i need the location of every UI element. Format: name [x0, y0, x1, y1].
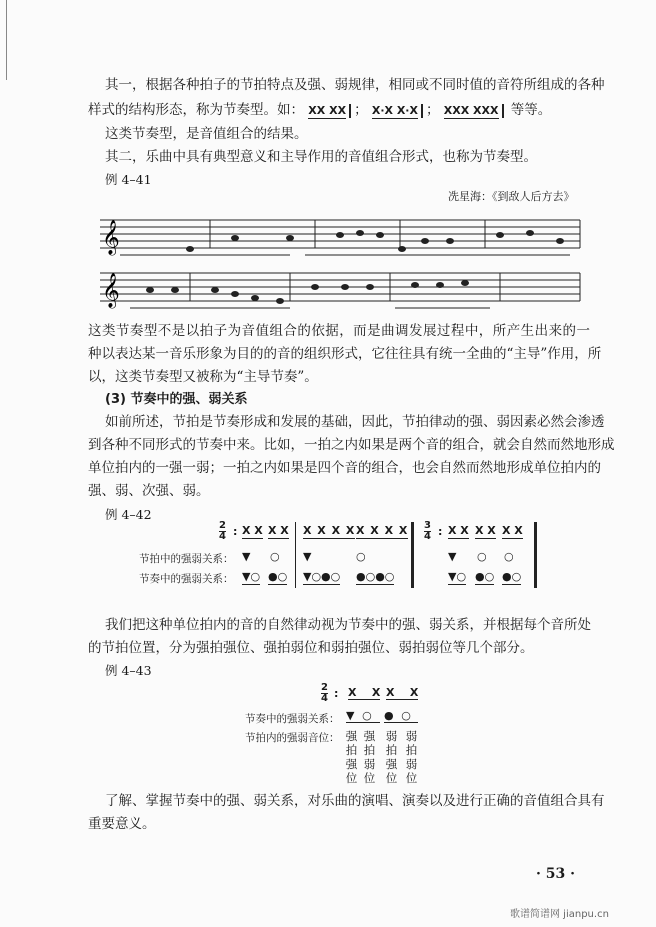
- paragraph-line: 种以表达某一音乐形象为目的的音的组织形式，它往往具有统一全曲的“主导”作用，所: [88, 346, 602, 362]
- text: 样式的结构形态，称为节奏型。如：: [88, 102, 304, 118]
- music-staff-notation: [90, 205, 590, 315]
- row-label: 节拍内的强弱音位：: [245, 732, 340, 744]
- mark-pair: ● ○: [384, 709, 418, 723]
- note-group: X X: [242, 524, 263, 537]
- paragraph-line: 以，这类节奏型又被称为“主导节奏”。: [88, 369, 318, 385]
- note-pair: X X: [386, 686, 419, 699]
- paragraph-line: 到各种不同形式的节奏中来。比如，一拍之内如果是两个音的组合，就会自然而然地形成: [88, 437, 615, 453]
- paragraph-line: 我们把这种单位拍内的音的自然律动视为节奏中的强、弱关系，并根据每个音所处: [105, 617, 591, 633]
- document-page: 其一，根据各种拍子的节拍特点及强、弱规律，相同或不同时值的音符所组成的各种 样式的结构形态，称为节奏型。如： XX XX ； X·X X·X ； XXX XXX 等等。 这类节奏型，是音值组合的结果。 其二，乐曲中具有典型意义和主导作用的音值组合形式，也称为节奏型。 例 4–41 冼星海：《到敌人后方去》 𝄞 𝄞 这类节奏型不是以拍子为音值组合的依据，而是曲调发展过程中，所产生出来的一 种以表达某一音乐形象为目的的音的组织形式，它往往具有统一全曲的“主导”作用，所 以，这类节奏型又被称为“主导节奏”。 (3) 节奏中的强、弱关系 如前所述，节拍是节奏形成和发展的基础，因此，节拍律动的强、弱因素必然会渗透 到各种不同形式的节奏中来。比如，一拍之内如果是两个音的组合，就会自然而然地形成 单位拍内的一强一弱；一拍之内如果是四个音的组合，也会自然而然地形成单位拍内的 强、弱、次强、弱。 例 4–42 $\frac{2}{4}$ : X X X X X X X X X X X X $\frac{3}{4}$ : X X X X X X 节拍中的强弱关系： ▼ ○ ▼ ○ ▼ ○ ○ 节奏中的强弱关系： ▼○ ●○ ▼○●○ ●○●○ ▼○ ●○ ●○ 我们把这种单位拍内的音的自然律动视为节奏中的强、弱关系，并根据每个音所处 的节拍位置，分为强拍强位、强拍弱位和弱拍强位、弱拍弱位等几个部分。 例 4–43 $\frac{2}{4}$ : X X X X 节奏中的强弱关系： ▼ ○ ● ○ 节拍内的强弱音位： 强拍强位 强拍弱位 弱拍强位 弱拍弱位 了解、掌握节奏中的强、弱关系，对乐曲的演唱、演奏以及进行正确的音值组合具有 重要意义。 · 53 · 歌谱简谱网 jianpu.cn: [0, 0, 656, 927]
- note-group: X X: [502, 524, 523, 537]
- separator: ；: [354, 102, 368, 118]
- strength-mark: ▼○: [448, 570, 467, 583]
- beat-position: 弱拍弱位: [405, 729, 418, 785]
- section-heading: (3) 节奏中的强、弱关系: [105, 392, 248, 407]
- note-group: X X: [475, 524, 496, 537]
- paragraph-line: 这类节奏型不是以拍子为音值组合的依据，而是曲调发展过程中，所产生出来的一: [88, 323, 590, 339]
- strength-mark: ○: [270, 550, 280, 563]
- rhythm-example: XXX XXX: [443, 104, 499, 117]
- barline: [411, 522, 414, 588]
- note-group: X X X X: [303, 524, 356, 537]
- strength-mark: ○: [504, 550, 514, 563]
- row-label: 节奏中的强弱关系：: [139, 573, 234, 585]
- note-group: X X: [448, 524, 469, 537]
- row-label: 节拍中的强弱关系：: [139, 553, 234, 565]
- source-credit: 冼星海：《到敌人后方去》: [448, 190, 575, 203]
- paragraph-line: 了解、掌握节奏中的强、弱关系，对乐曲的演唱、演奏以及进行正确的音值组合具有: [105, 793, 605, 809]
- note-pair: X X: [348, 686, 381, 699]
- example-label: 例 4–43: [105, 663, 152, 678]
- strength-mark: ●○: [502, 570, 522, 583]
- paragraph-line: 其二，乐曲中具有典型意义和主导作用的音值组合形式，也称为节奏型。: [105, 149, 537, 165]
- strength-mark: ○: [356, 550, 366, 563]
- strength-mark: ●○: [268, 570, 288, 583]
- strength-mark: ○: [477, 550, 487, 563]
- row-label: 节奏中的强弱关系：: [245, 713, 340, 725]
- paragraph-line: 单位拍内的一强一弱；一拍之内如果是四个音的组合，也会自然而然地形成单位拍内的: [88, 460, 601, 476]
- strength-mark: ▼: [303, 550, 312, 563]
- strength-mark: ▼: [448, 550, 457, 563]
- barline: [534, 522, 537, 588]
- example-label: 例 4–41: [105, 172, 152, 187]
- beat-position: 强拍强位: [345, 729, 358, 785]
- strength-mark: ●○●○: [356, 570, 395, 583]
- paragraph-line: 的节拍位置，分为强拍强位、强拍弱位和弱拍强位、弱拍弱位等几个部分。: [88, 640, 534, 656]
- paragraph-line: 重要意义。: [88, 816, 156, 832]
- strength-mark: ●○: [475, 570, 495, 583]
- svg-text:𝄞: 𝄞: [102, 273, 120, 308]
- time-signature: $\frac{3}{4}$: [424, 520, 431, 542]
- note-group: X X X X: [356, 524, 409, 537]
- text: 等等。: [510, 102, 552, 118]
- mark-pair: ▼ ○: [346, 709, 380, 723]
- strength-mark: ▼○●○: [303, 570, 341, 583]
- time-signature: $\frac{2}{4}$: [321, 682, 328, 704]
- example-label: 例 4–42: [105, 507, 152, 522]
- barline: [295, 522, 296, 588]
- paragraph-line: 这类节奏型，是音值组合的结果。: [105, 126, 308, 142]
- strength-mark: ▼○: [242, 570, 261, 583]
- beat-position: 弱拍强位: [385, 729, 398, 785]
- strength-mark: ▼: [242, 550, 251, 563]
- svg-text:𝄞: 𝄞: [102, 220, 120, 255]
- time-signature: $\frac{2}{4}$: [219, 520, 226, 542]
- separator: ；: [425, 102, 440, 118]
- paragraph-line: 强、弱、次强、弱。: [88, 483, 210, 499]
- rhythm-example: X·X X·X: [371, 104, 418, 117]
- rhythm-example: XX XX: [308, 104, 347, 117]
- scan-edge: [6, 0, 7, 80]
- paragraph-line: [88, 101, 590, 120]
- paragraph-line: 其一，根据各种拍子的节拍特点及强、弱规律，相同或不同时值的音符所组成的各种: [105, 77, 605, 93]
- page-number: · 53 ·: [536, 866, 575, 882]
- watermark: 歌谱简谱网 jianpu.cn: [510, 909, 609, 920]
- beat-position: 强拍弱位: [363, 729, 376, 785]
- paragraph-line: 如前所述，节拍是节奏形成和发展的基础，因此，节拍律动的强、弱因素必然会渗透: [105, 414, 605, 430]
- note-group: X X: [268, 524, 289, 537]
